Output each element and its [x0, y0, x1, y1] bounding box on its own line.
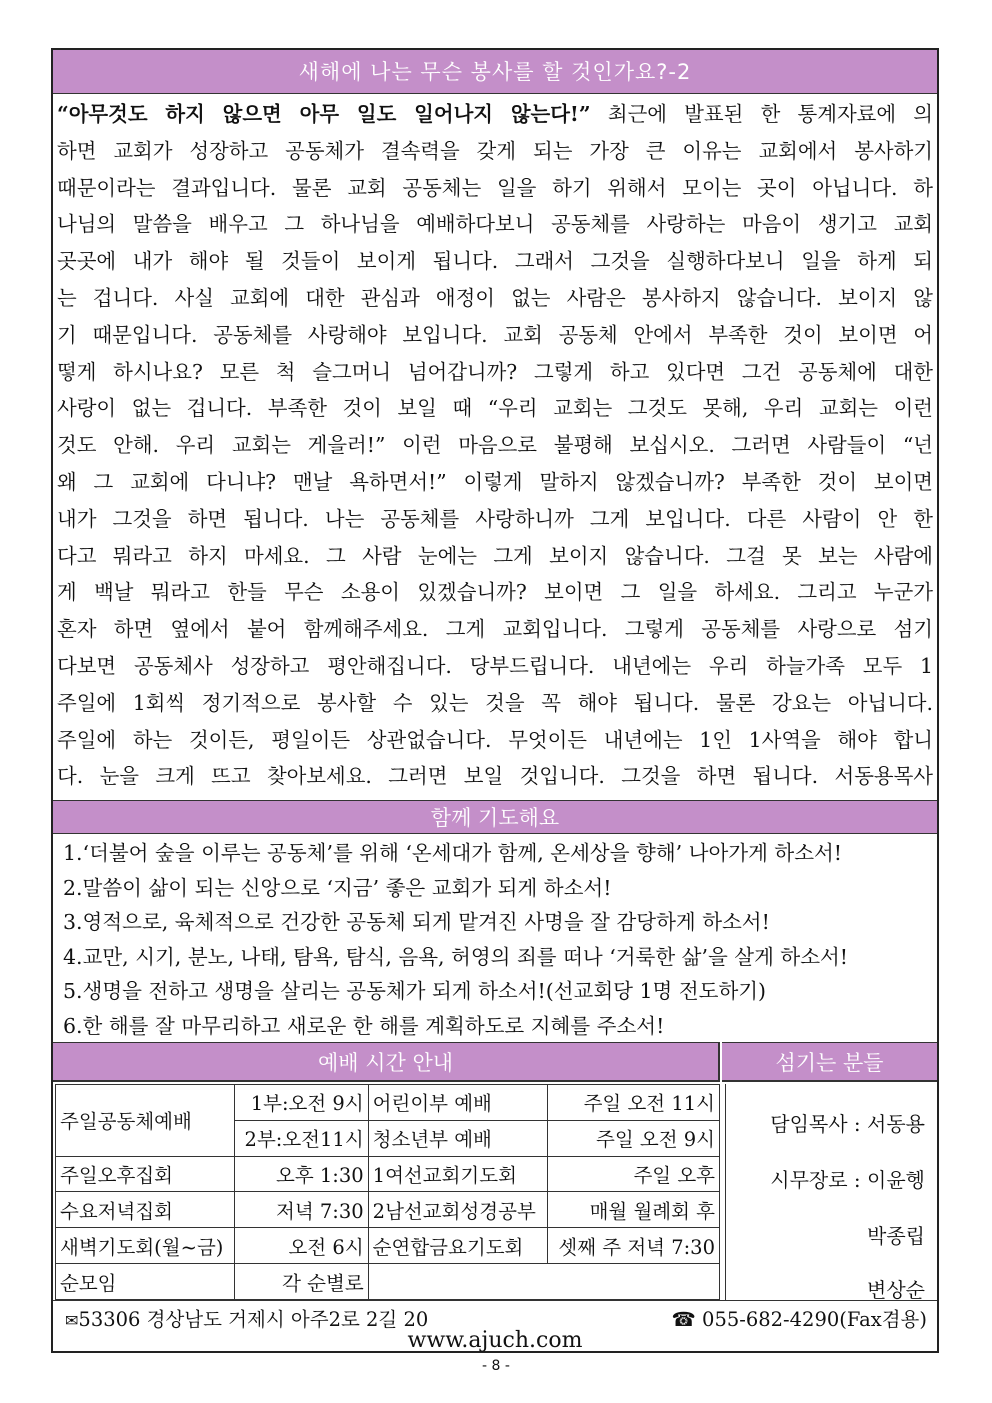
schedule-table: [55, 1084, 720, 1300]
phone: ☎ 055-682-4290(Fax겸용): [671, 1308, 927, 1331]
schedule-title: 예배 시간 안내: [53, 1042, 720, 1082]
women-time: 주일 오후: [547, 1156, 719, 1192]
article-line: 때문이라는 결과입니다. 물론 교회 공동체는 일을 하기 위해서 모이는 곳이 아닙니다. 하: [57, 175, 933, 200]
prayer-item: 4.교만, 시기, 분노, 나태, 탐욕, 탐식, 음욕, 허영의 죄를 떠나 ‘거룩한 삶’을 살게 하소서!: [63, 944, 849, 969]
article-line: 다. 눈을 크게 뜨고 찾아보세요. 그러면 보일 것입니다. 그것을 하면 됩니다. 서동용목사: [57, 764, 933, 789]
youth-time: 주일 오전 9시: [547, 1120, 719, 1156]
article-line: 하면 교회가 성장하고 공동체가 결속력을 갖게 되는 가장 큰 이유는 교회에서 봉사하기: [57, 138, 933, 163]
article-line: 주일에 하는 것이든, 평일이든 상관없습니다. 무엇이든 내년에는 1인 1사역을 해야 합니: [57, 727, 933, 752]
article-line: 것도 안해. 우리 교회는 게을러!” 이런 마음으로 불평해 보십시오. 그러면 사람들이 “넌: [57, 433, 933, 458]
pastor-entry: 담임목사 : 서동용: [770, 1112, 925, 1136]
cell-label: 순모임: [56, 1264, 235, 1300]
women-label: 1여선교회기도회: [368, 1156, 547, 1192]
youth-label: 청소년부 예배: [368, 1120, 547, 1156]
article-line: “아무것도 하지 않으면 아무 일도 일어나지 않는다!” 최근에 발표된 한 통계자료에 의: [57, 102, 933, 126]
sunday-pm-time: 오후 1:30: [235, 1156, 368, 1192]
article-line: 는 겁니다. 사실 교회에 대한 관심과 애정이 없는 사람은 봉사하지 않습니다. 보이지 않: [57, 285, 933, 310]
sunday-pm-label: 주일오후집회: [56, 1156, 235, 1192]
bulletin-page: [51, 48, 939, 1353]
prayer-item: 6.한 해를 잘 마무리하고 새로운 한 해를 계획하도로 지혜를 주소서!: [63, 1013, 665, 1038]
footer: [53, 1300, 937, 1354]
children-time: 주일 오전 11시: [547, 1085, 719, 1121]
article-line: 다고 뭐라고 하지 마세요. 그 사람 눈에는 그게 보이지 않습니다. 그걸 못 보는 사람에: [57, 543, 933, 568]
elder-entry-3: 변상순: [867, 1278, 925, 1302]
prayer-item: 1.‘더불어 숲을 이루는 공동체’를 위해 ‘온세대가 함께, 온세상을 향해’ 나아가게 하소서!: [63, 841, 843, 865]
prayer-item: 3.영적으로, 육체적으로 건강한 공동체 되게 맡겨진 사명을 잘 감당하게 하소서!: [63, 910, 770, 935]
article-line: 곳곳에 내가 해야 될 것들이 보이게 됩니다. 그래서 그것을 실행하다보니 일을 하게 되: [57, 249, 933, 274]
wednesday-label: 수요저녁집회: [56, 1192, 235, 1228]
article-line: 주일에 1회씩 정기적으로 봉사할 수 있는 것을 꼭 해야 됩니다. 물론 강요는 아닙니다.: [57, 690, 933, 715]
article-line: 게 백날 뭐라고 한들 무슨 소용이 있겠습니까? 보이면 그 일을 하세요. 그리고 누군가: [57, 580, 933, 605]
phone-icon: ☎: [671, 1308, 696, 1331]
friday-label: 순연합금요기도회: [368, 1228, 547, 1264]
servants-list: [725, 1084, 933, 1300]
article-line: 떻게 하시나요? 모른 척 슬그머니 넘어갑니까? 그렇게 하고 있다면 그건 공동체에 대한: [57, 359, 933, 384]
website-link[interactable]: www.ajuch.com: [407, 1328, 583, 1353]
dawn-time: 오전 6시: [235, 1228, 368, 1264]
article-line: 왜 그 교회에 다니냐? 맨날 욕하면서!” 이렇게 말하지 않겠습니까? 부족한 것이 보이면: [57, 469, 933, 494]
article-line: 나님의 말씀을 배우고 그 하나님을 예배하다보니 공동체를 사랑하는 마음이 생기고 교회: [57, 212, 933, 237]
service1-time: 1부:오전 9시: [235, 1085, 368, 1121]
page-number: - 8 -: [482, 1358, 510, 1374]
sunday-service-label: 주일공동체예배: [56, 1085, 235, 1157]
prayer-item: 2.말씀이 삶이 되는 신앙으로 ‘지금’ 좋은 교회가 되게 하소서!: [63, 875, 612, 900]
prayer-list: [63, 836, 929, 1044]
service2-time: 2부:오전11시: [235, 1120, 368, 1156]
empty-cell: [368, 1264, 719, 1300]
elder-entry: 시무장로 : 이윤헹: [770, 1168, 925, 1192]
article-line: 혼자 하면 옆에서 붙어 함께해주세요. 그게 교회입니다. 그렇게 공동체를 사랑으로 섬기: [57, 617, 933, 642]
article-line: 기 때문입니다. 공동체를 사랑해야 보입니다. 교회 공동체 안에서 부족한 것이 보이면 어: [57, 322, 933, 347]
article-line: 다보면 공동체사 성장하고 평안해집니다. 당부드립니다. 내년에는 우리 하늘가족 모두 1: [57, 653, 933, 678]
lead-quote: “아무것도 하지 않으면 아무 일도 일어나지 않는다!”: [57, 102, 591, 126]
cell-time: 각 순별로: [235, 1264, 368, 1300]
friday-time: 셋째 주 저녁 7:30: [547, 1228, 719, 1264]
elder-entry-2: 박종립: [867, 1224, 925, 1248]
article-body: [57, 96, 933, 799]
article-title: 새해에 나는 무슨 봉사를 할 것인가요?-2: [53, 50, 937, 94]
prayer-title: 함께 기도해요: [53, 800, 937, 834]
children-label: 어린이부 예배: [368, 1085, 547, 1121]
address: ✉53306 경상남도 거제시 아주2로 2길 20: [65, 1308, 429, 1331]
servants-title: 섬기는 분들: [722, 1042, 937, 1082]
article-line: 내가 그것을 하면 됩니다. 나는 공동체를 사랑하니까 그게 보입니다. 다른 사람이 안 한: [57, 506, 933, 531]
prayer-item: 5.생명을 전하고 생명을 살리는 공동체가 되게 하소서!(선교회당 1명 전도하기): [63, 979, 767, 1004]
men-time: 매월 월례회 후: [547, 1192, 719, 1228]
mail-icon: ✉: [65, 1311, 79, 1330]
article-line: 사랑이 없는 겁니다. 부족한 것이 보일 때 “우리 교회는 그것도 못해, 우리 교회는 이런: [57, 396, 933, 421]
men-label: 2남선교회성경공부: [368, 1192, 547, 1228]
dawn-label: 새벽기도회(월~금): [56, 1228, 235, 1264]
wednesday-time: 저녁 7:30: [235, 1192, 368, 1228]
